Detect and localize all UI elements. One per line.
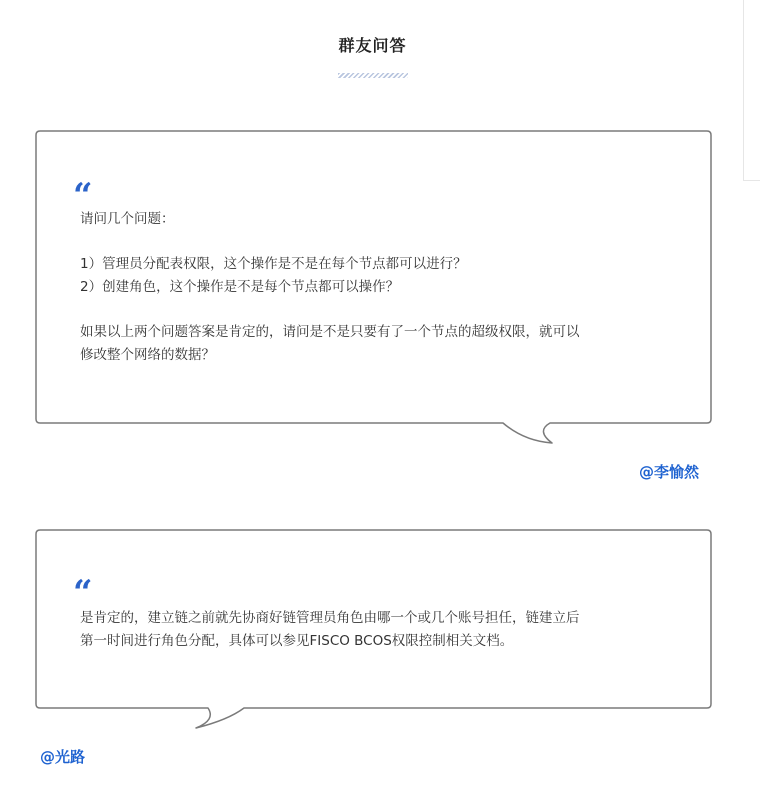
question-author: @李愉然 (639, 463, 700, 481)
question-bubble (36, 131, 712, 447)
answer-line: 第一时间进行角色分配，具体可以参见FISCO BCOS权限控制相关文档。 (80, 633, 514, 649)
page-title: 群友问答 (338, 36, 407, 55)
quote-icon: “ (73, 573, 93, 613)
question-line: 如果以上两个问题答案是肯定的，请问是不是只要有了一个节点的超级权限，就可以 (80, 324, 580, 340)
question-line: 修改整个网络的数据？ (80, 347, 215, 363)
question-line: 请问几个问题： (80, 211, 175, 227)
answer-line: 是肯定的，建立链之前就先协商好链管理员角色由哪一个或几个账号担任，链建立后 (80, 610, 580, 626)
question-line: 1）管理员分配表权限，这个操作是不是在每个节点都可以进行？ (80, 256, 467, 272)
answer-bubble (36, 530, 712, 732)
question-line: 2）创建角色，这个操作是不是每个节点都可以操作？ (80, 279, 400, 295)
title-underline-decoration (338, 73, 408, 78)
quote-icon: “ (73, 176, 93, 216)
scrollbar-track[interactable] (743, 0, 760, 181)
answer-author: @光路 (40, 748, 86, 766)
